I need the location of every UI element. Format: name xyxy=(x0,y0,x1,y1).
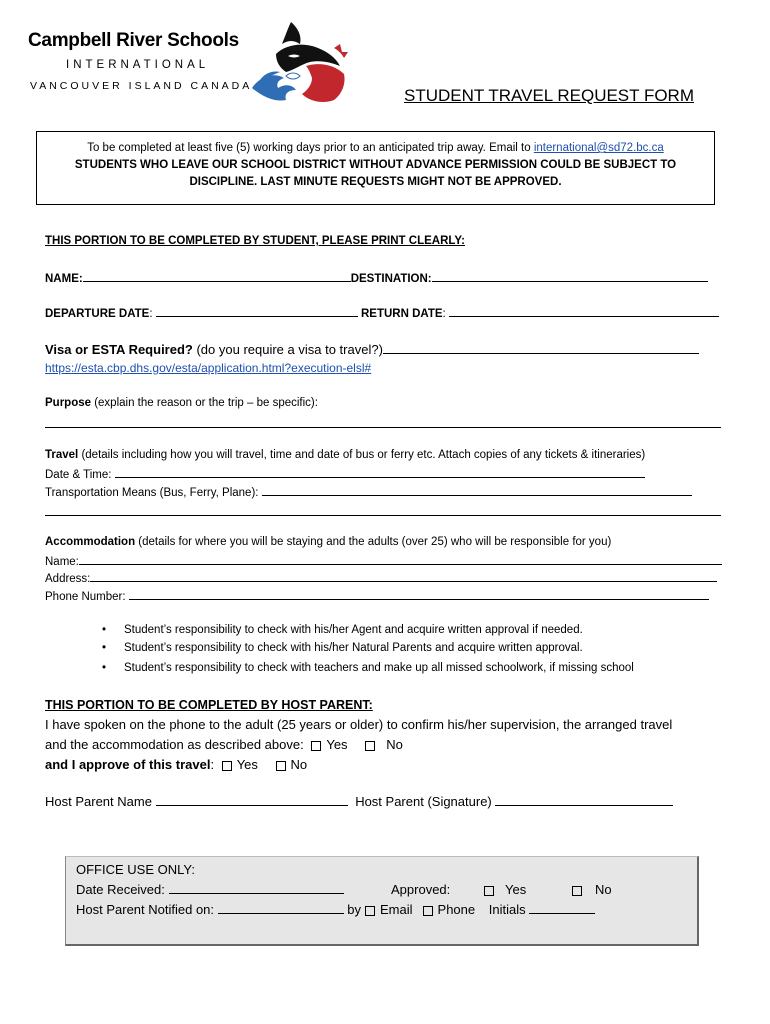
date-received-field[interactable] xyxy=(169,883,344,894)
accommodation-hint: (details for where you will be staying and the adults (over 25) who will be responsible for you) xyxy=(135,536,612,548)
notified-phone-checkbox[interactable] xyxy=(423,906,433,916)
office-approved-yes-checkbox[interactable] xyxy=(484,886,494,896)
name-field[interactable] xyxy=(83,271,351,282)
visa-question: (do you require a visa to travel?) xyxy=(192,342,383,357)
purpose-hint: (explain the reason or the trip – be specific): xyxy=(91,397,318,409)
org-name: Campbell River Schools xyxy=(28,30,239,51)
host-parent-signature-field[interactable] xyxy=(495,795,673,806)
initials-field[interactable] xyxy=(529,903,595,914)
student-section-heading: THIS PORTION TO BE COMPLETED BY STUDENT, PLEASE PRINT CLEARLY: xyxy=(45,235,466,247)
transportation-field[interactable] xyxy=(262,485,692,496)
office-approved-no-label: No xyxy=(595,882,612,897)
departure-date-colon: : xyxy=(149,308,153,320)
date-time-field[interactable] xyxy=(115,467,645,478)
date-time-label: Date & Time: xyxy=(45,469,112,481)
accommodation-phone-field[interactable] xyxy=(129,589,709,600)
host-notified-label: Host Parent Notified on: xyxy=(76,902,215,917)
notified-email-label: Email xyxy=(380,902,413,917)
host-statement-line-2: and the accommodation as described above: xyxy=(45,737,304,752)
destination-label: DESTINATION: xyxy=(350,273,432,285)
list-item: • Student’s responsibility to check with his/her Agent and acquire written approval if needed. xyxy=(102,624,583,636)
office-approved-yes-label: Yes xyxy=(505,882,527,897)
accommodation-phone-label: Phone Number: xyxy=(45,591,126,603)
host-statement-line-1: I have spoken on the phone to the adult (25 years or older) to confirm his/her supervision, the arranged travel xyxy=(45,717,673,732)
org-subtitle: INTERNATIONAL xyxy=(66,59,210,71)
purpose-label: Purpose xyxy=(45,397,92,409)
host-parent-name-label: Host Parent Name xyxy=(45,794,152,809)
email-link[interactable]: international@sd72.bc.ca xyxy=(533,142,664,154)
office-approved-no-checkbox[interactable] xyxy=(572,886,582,896)
return-date-label: RETURN DATE xyxy=(360,308,443,320)
purpose-field[interactable] xyxy=(45,417,721,428)
list-item: • Student’s responsibility to check with teachers and make up all missed schoolwork, if missing school xyxy=(102,662,634,674)
accommodation-address-field[interactable] xyxy=(90,571,717,582)
date-received-label: Date Received: xyxy=(76,882,165,897)
warning-line-1: STUDENTS WHO LEAVE OUR SCHOOL DISTRICT WITHOUT ADVANCE PERMISSION COULD BE SUBJECT TO xyxy=(74,159,677,171)
supervision-no-label: No xyxy=(386,737,403,752)
org-location: VANCOUVER ISLAND CANADA xyxy=(30,80,253,92)
return-date-colon: : xyxy=(442,308,446,320)
destination-field[interactable] xyxy=(432,271,708,282)
visa-label: Visa or ESTA Required? xyxy=(45,342,193,357)
departure-date-field[interactable] xyxy=(156,306,358,317)
accommodation-name-label: Name: xyxy=(45,556,79,568)
travel-label: Travel xyxy=(45,449,79,461)
visa-field[interactable] xyxy=(383,343,699,354)
host-parent-signature-label: Host Parent (Signature) xyxy=(355,794,492,809)
warning-line-2: DISCIPLINE. LAST MINUTE REQUESTS MIGHT NOT BE APPROVED. xyxy=(189,176,562,188)
approve-yes-checkbox[interactable] xyxy=(222,761,232,771)
esta-link[interactable]: https://esta.cbp.dhs.gov/esta/application.html?execution-elsl# xyxy=(45,361,372,375)
instructions-text: To be completed at least five (5) working days prior to an anticipated trip away. Email to xyxy=(87,142,534,154)
accommodation-name-field[interactable] xyxy=(79,554,722,565)
name-label: NAME: xyxy=(45,273,83,285)
departure-date-label: DEPARTURE DATE xyxy=(45,308,150,320)
notified-email-checkbox[interactable] xyxy=(365,906,375,916)
list-item: • Student’s responsibility to check with his/her Natural Parents and acquire written approval. xyxy=(102,642,583,654)
accommodation-label: Accommodation xyxy=(45,536,136,548)
approve-label: and I approve of this travel xyxy=(45,757,211,772)
supervision-no-checkbox[interactable] xyxy=(365,741,375,751)
notified-phone-label: Phone xyxy=(437,902,476,917)
approved-label: Approved: xyxy=(391,882,451,897)
approve-no-checkbox[interactable] xyxy=(276,761,286,771)
approve-colon: : xyxy=(210,757,215,772)
instructions-box xyxy=(36,131,715,205)
host-parent-name-field[interactable] xyxy=(156,795,348,806)
office-use-title: OFFICE USE ONLY: xyxy=(76,862,195,877)
travel-hint: (details including how you will travel, time and date of bus or ferry etc. Attach copies of any tickets & itineraries) xyxy=(78,449,646,461)
supervision-yes-checkbox[interactable] xyxy=(311,741,321,751)
notified-by-label: by xyxy=(347,902,362,917)
initials-label: Initials xyxy=(488,902,526,917)
host-section-heading: THIS PORTION TO BE COMPLETED BY HOST PARENT: xyxy=(45,698,373,712)
transportation-label: Transportation Means (Bus, Ferry, Plane): xyxy=(45,487,259,499)
form-title: STUDENT TRAVEL REQUEST FORM xyxy=(404,86,694,105)
travel-extra-field[interactable] xyxy=(45,505,721,516)
supervision-yes-label: Yes xyxy=(326,737,348,752)
approve-yes-label: Yes xyxy=(236,757,258,772)
host-notified-field[interactable] xyxy=(218,903,344,914)
orca-wave-logo-icon xyxy=(246,18,350,104)
return-date-field[interactable] xyxy=(449,306,719,317)
approve-no-label: No xyxy=(290,757,308,772)
accommodation-address-label: Address: xyxy=(45,573,91,585)
